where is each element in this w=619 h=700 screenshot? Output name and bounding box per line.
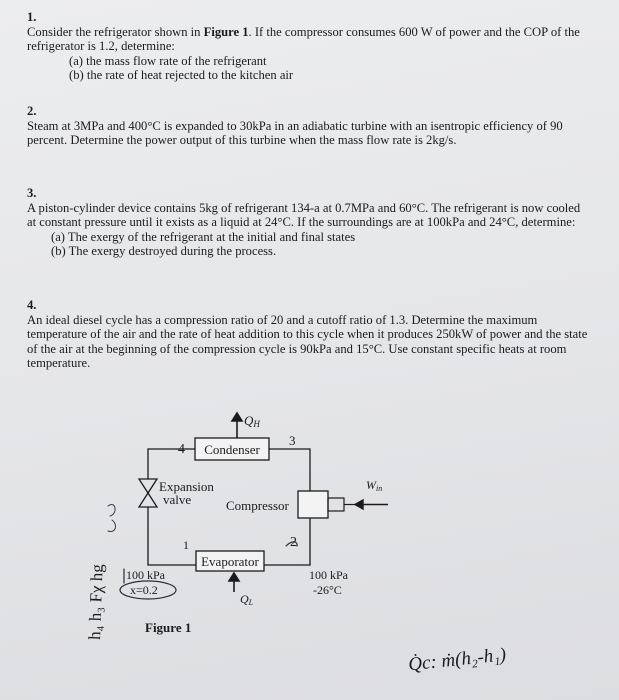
state-2-note: 2 xyxy=(290,535,297,550)
problem-text: A piston-cylinder device contains 5kg of refrigerant 134-a at 0.7MPa and 60°C. The refrigerant is now cooled at constant pressure until it exists as a liquid at 24°C. If the surroundings are at 100kPa and 24°C, determine: xyxy=(27,200,581,230)
compressor-label: Compressor xyxy=(226,498,289,513)
problem-number: 4. xyxy=(27,298,37,312)
problem-number: 3. xyxy=(27,186,37,200)
scribble-mark xyxy=(108,505,115,532)
win-label: Win xyxy=(366,478,383,493)
problem-number: 2. xyxy=(27,104,37,118)
state-3-note: 3 xyxy=(289,433,296,448)
compressor-shaft xyxy=(328,498,358,511)
expansion-valve-symbol xyxy=(139,479,157,507)
left-quality-label: x=0.2 xyxy=(130,583,158,597)
win-arrow xyxy=(355,500,388,509)
qh-label: QH xyxy=(244,413,260,429)
problem-text-part: . If the compressor consumes 600 W of power and the COP of the refrigerator is 1.2, determine: xyxy=(27,24,580,54)
figure-caption: Figure 1 xyxy=(145,620,192,635)
subitem-a: (a) The exergy of the refrigerant at the initial and final states xyxy=(51,229,356,244)
subitem-b: (b) The exergy destroyed during the process. xyxy=(51,244,277,259)
right-pressure-label: 100 kPa xyxy=(309,568,348,582)
condenser-label: Condenser xyxy=(204,442,260,457)
ql-label: QL xyxy=(240,592,254,607)
right-temp-label: -26°C xyxy=(313,583,342,597)
expansion-valve-label-2: valve xyxy=(163,492,192,507)
compressor-box xyxy=(298,491,328,518)
state-1-note: 1 xyxy=(183,538,189,552)
problem-text: Steam at 3MPa and 400°C is expanded to 30kPa in an adiabatic turbine with an isentropic efficiency of 90 percent. Determine the power output of this turbine when the mass flow rate is 2kg/s. xyxy=(27,118,563,148)
problem-text: An ideal diesel cycle has a compression ratio of 20 and a cutoff ratio of 1.3. Determine the maximum temperature of the air and the rate of heat addition to this cycle when it produces 250kW of power and the state of the air at the beginning of the compression cycle is 90kPa and 15°C. Use constant specific heats at room temperature. xyxy=(27,312,588,371)
subitem-a: (a) the mass flow rate of the refrigerant xyxy=(69,53,267,68)
expansion-valve-label-1: Expansion xyxy=(159,479,214,494)
handwritten-vertical-note: h₄ h₃ Fχ hg xyxy=(85,563,107,641)
handwritten-formula: Q̇c: ṁ(h₂-h₁) xyxy=(407,644,508,676)
subitem-b: (b) the rate of heat rejected to the kitchen air xyxy=(69,68,294,83)
evaporator-label: Evaporator xyxy=(201,554,259,569)
problem-number: 1. xyxy=(27,10,37,24)
figure-reference: Figure 1 xyxy=(203,24,249,39)
state-4-note: 4 xyxy=(178,442,185,457)
problem-text-part: Consider the refrigerator shown in xyxy=(27,24,204,39)
qh-arrow xyxy=(232,413,242,438)
ql-arrow xyxy=(229,573,239,592)
left-pressure-label: 100 kPa xyxy=(126,568,165,582)
